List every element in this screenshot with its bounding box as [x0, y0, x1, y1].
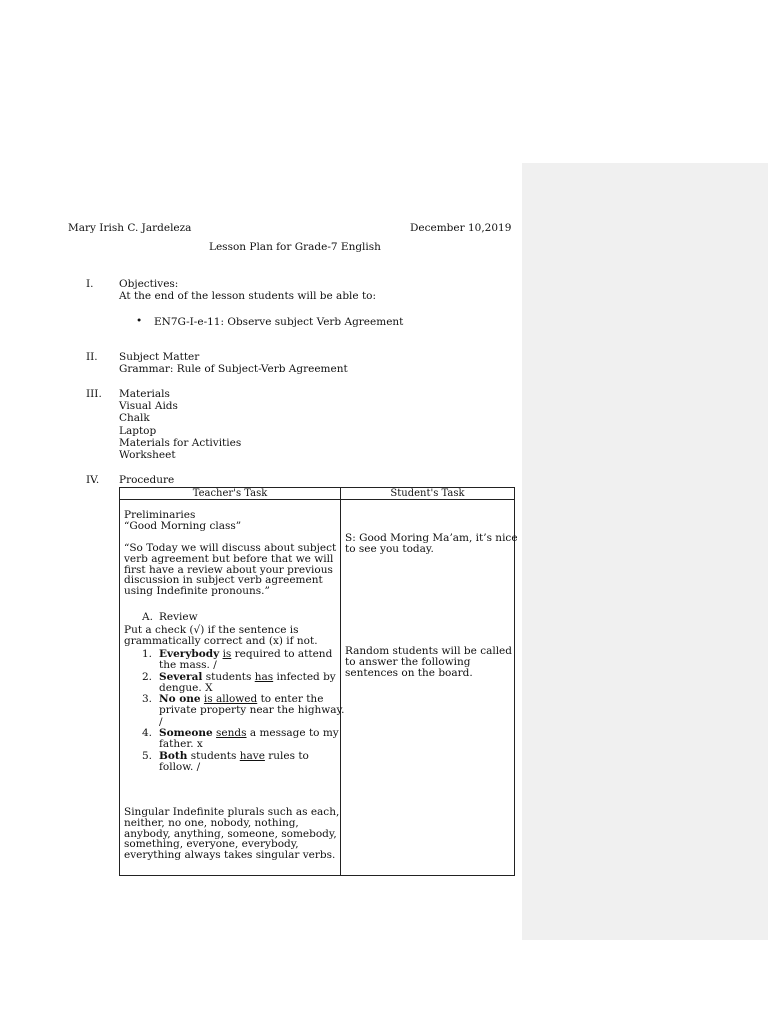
prelim-label: Preliminaries — [124, 509, 196, 521]
review-instruction: Put a check (√) if the sentence is grammatically correct and (x) if not. — [124, 624, 318, 647]
table-header-row — [120, 488, 515, 500]
objectives-intro: At the end of the lesson students will be able to: — [119, 290, 377, 302]
subject-matter-line: Grammar: Rule of Subject-Verb Agreement — [119, 363, 348, 375]
material-item: Visual Aids — [119, 400, 178, 413]
singular-note: Singular Indefinite plurals such as each, neither, no one, nobody, nothing, anybody, anything, someone, somebody, something, everyone, everybody, everything always takes singular verbs. — [124, 806, 340, 862]
author-name: Mary Irish C. Jardeleza — [68, 222, 192, 234]
material-item: Chalk — [119, 412, 150, 425]
section-numeral: IV. — [86, 474, 100, 486]
page-title: Lesson Plan for Grade-7 English — [209, 241, 381, 253]
subject-matter-heading: Subject Matter — [119, 351, 200, 363]
student-task-header: Student's Task — [341, 488, 515, 500]
student-task-cell — [341, 500, 518, 876]
teacher-task-header: Teacher's Task — [120, 488, 341, 500]
table-row — [120, 500, 515, 876]
section-numeral: I. — [86, 278, 94, 290]
material-item: Laptop — [119, 424, 157, 437]
section-numeral: II. — [86, 351, 98, 363]
section-numeral: III. — [86, 388, 102, 400]
student-random-note: Random students will be called to answer the following sentences on the board. — [345, 645, 512, 679]
lesson-date: December 10,2019 — [410, 222, 512, 234]
student-greeting: S: Good Moring Ma’am, it’s nice to see you today. — [345, 532, 518, 555]
comment-pane — [522, 163, 768, 940]
procedure-heading: Procedure — [119, 474, 175, 486]
material-item: Worksheet — [119, 449, 176, 462]
materials-list — [119, 388, 241, 461]
objectives-heading: Objectives: — [119, 278, 179, 290]
review-label: Review — [159, 611, 198, 623]
review-marker: A. — [142, 611, 153, 623]
teacher-task-cell: Preliminaries “Good Morning class” “So Today we will discuss about subject verb agreement but before that we will first have a review about your previous discussion in subject verb agreement using Indefinite pronouns.” A. Review Put a check (√) if the sentence is grammatically correct and (x) if not. 1. Everybody is required to attend the mass. / 2. Several students has infected by dengue. X 3. No one is allowed to enter the private property near the highway. / 4. Someone sends a message to my father. x 5. Both students have rules to follow. / Singular Indefinite plurals such as each, neither, no one, nobody, nothing, anybody, anything, someone, somebody, something, everyone, everybody, everything always takes singular verbs. — [120, 500, 341, 876]
bullet-icon: • — [136, 315, 143, 327]
material-item: Materials for Activities — [119, 436, 242, 449]
materials-heading: Materials — [119, 388, 170, 400]
procedure-table — [119, 487, 518, 876]
discussion-text: “So Today we will discuss about subject verb agreement but before that we will first have a review about your previous discussion in subject verb agreement using Indefinite pronouns.” — [124, 542, 337, 598]
greeting-text: “Good Morning class” — [124, 520, 242, 532]
objective-bullet: EN7G-I-e-11: Observe subject Verb Agreement — [154, 316, 404, 328]
